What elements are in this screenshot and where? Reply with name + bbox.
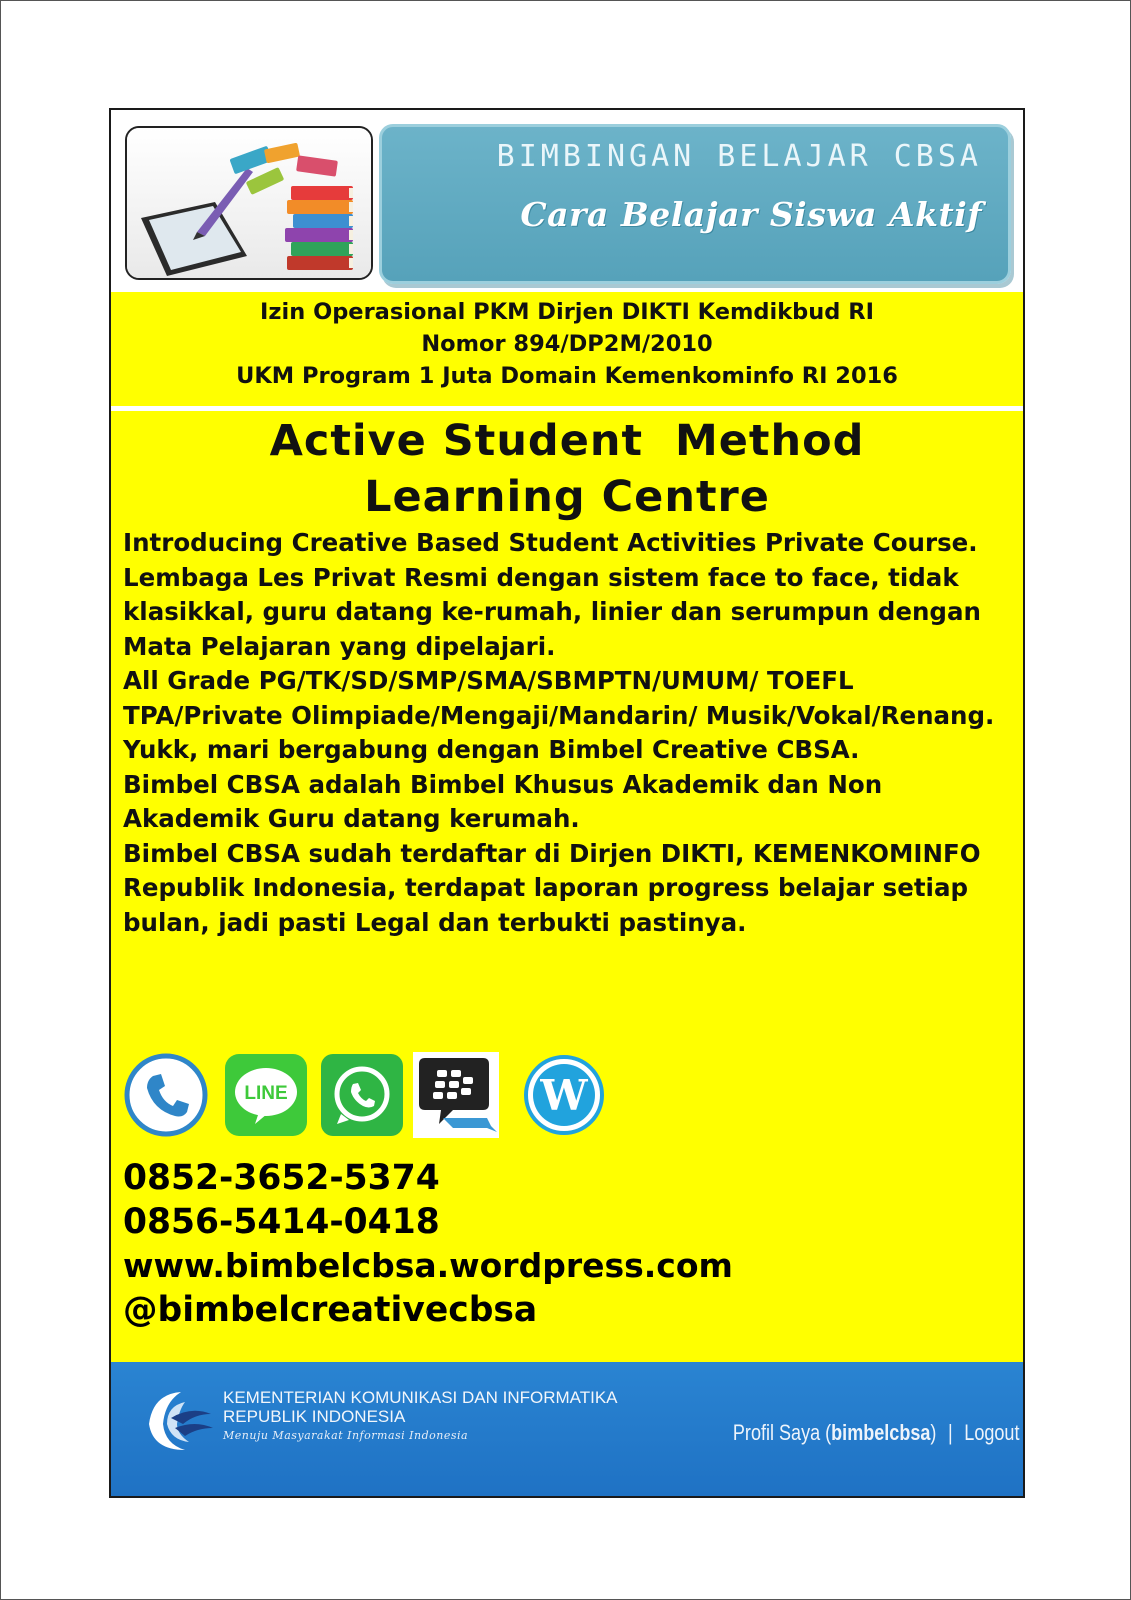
line-app-icon[interactable] xyxy=(223,1052,309,1138)
logout-link[interactable]: Logout xyxy=(963,1420,1019,1445)
description xyxy=(123,526,1019,940)
svg-text:W: W xyxy=(540,1071,588,1120)
banner-title-top: BIMBINGAN BELAJAR CBSA xyxy=(496,139,982,174)
profile-suffix: ) xyxy=(929,1420,936,1445)
profile-bar xyxy=(732,1420,1019,1446)
ministry-name xyxy=(223,1388,618,1445)
books-tablet-illustration xyxy=(127,128,371,278)
phone-number-1: 0852-3652-5374 xyxy=(123,1158,440,1198)
description-paragraph-3: Bimbel CBSA adalah Bimbel Khusus Akademik dan Non Akademik Guru datang kerumah. xyxy=(123,769,883,833)
main-title xyxy=(111,413,1023,525)
header-band xyxy=(111,110,1023,292)
kominfo-footer xyxy=(111,1362,1023,1496)
contact-details xyxy=(123,1156,1003,1332)
wordpress-icon[interactable] xyxy=(521,1052,607,1138)
profile-link[interactable] xyxy=(732,1420,936,1445)
website-link[interactable]: www.bimbelcbsa.wordpress.com xyxy=(123,1246,733,1285)
permit-line-1: Izin Operasional PKM Dirjen DIKTI Kemdikbud RI xyxy=(260,299,874,325)
ministry-line-1: KEMENTERIAN KOMUNIKASI DAN INFORMATIKA xyxy=(223,1388,618,1407)
contact-icons xyxy=(123,1052,623,1142)
description-paragraph-2: All Grade PG/TK/SD/SMP/SMA/SBMPTN/UMUM/ TOEFL TPA/Private Olimpiade/Mengaji/Mandarin/ Musik/Vokal/Renang. Yukk, mari bergabung dengan Bimbel Creative CBSA. xyxy=(123,666,995,764)
title-banner xyxy=(379,124,1011,284)
ministry-line-2: REPUBLIK INDONESIA xyxy=(223,1407,406,1426)
profile-separator: | xyxy=(947,1420,953,1445)
whatsapp-icon[interactable] xyxy=(319,1052,405,1138)
banner-title-bottom: Cara Belajar Siswa Aktif xyxy=(520,195,982,234)
profile-prefix: Profil Saya ( xyxy=(732,1420,831,1445)
books-tablet-image xyxy=(125,126,373,280)
permit-info xyxy=(111,292,1023,406)
phone-icon[interactable] xyxy=(123,1052,209,1138)
permit-line-3: UKM Program 1 Juta Domain Kemenkominfo RI 2016 xyxy=(236,363,898,389)
flyer xyxy=(109,108,1025,1498)
description-paragraph-1: Introducing Creative Based Student Activities Private Course. Lembaga Les Privat Resmi dengan sistem face to face, tidak klasikkal, guru datang ke-rumah, linier dan serumpun dengan Mata Pelajaran yang dipelajari. xyxy=(123,528,981,661)
kominfo-logo-icon xyxy=(141,1384,221,1456)
social-handle: @bimbelcreativecbsa xyxy=(123,1290,538,1330)
bbm-icon[interactable] xyxy=(413,1052,499,1138)
main-title-line-1: Active Student Method xyxy=(269,416,865,466)
line-icon xyxy=(223,1052,309,1138)
divider xyxy=(111,406,1023,411)
profile-username: bimbelcbsa xyxy=(830,1420,930,1445)
phone-number-2: 0856-5414-0418 xyxy=(123,1202,440,1242)
description-paragraph-4: Bimbel CBSA sudah terdaftar di Dirjen DIKTI, KEMENKOMINFO Republik Indonesia, terdapat laporan progress belajar setiap bulan, jadi pasti Legal dan terbukti pastinya. xyxy=(123,838,981,937)
main-title-line-2: Learning Centre xyxy=(364,472,770,522)
permit-line-2: Nomor 894/DP2M/2010 xyxy=(421,331,713,357)
ministry-tagline: Menuju Masyarakat Informasi Indonesia xyxy=(223,1429,469,1442)
line-icon-label: LINE xyxy=(244,1083,288,1104)
